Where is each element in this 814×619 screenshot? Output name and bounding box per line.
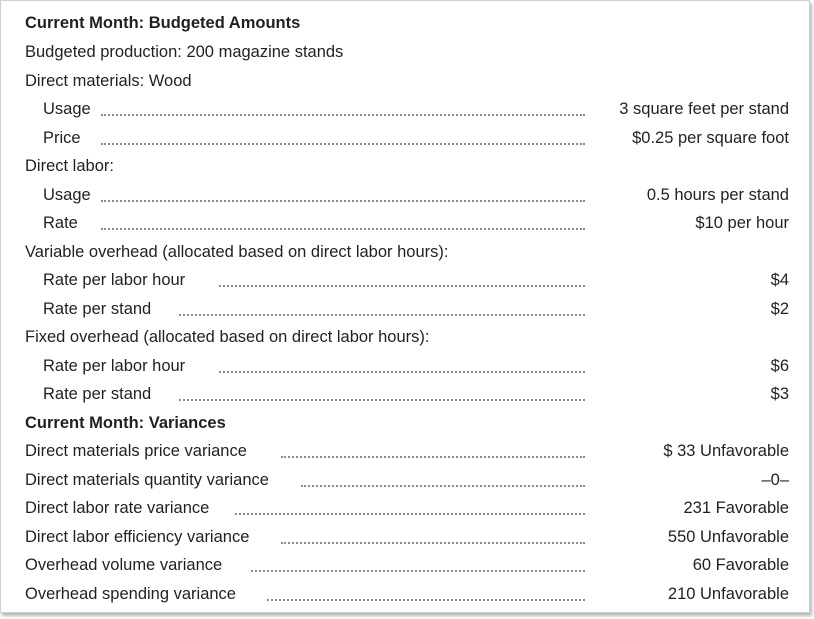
variance-row bbox=[1, 437, 809, 466]
production-text: Budgeted production: 200 magazine stands bbox=[25, 43, 344, 62]
variance-label: Direct materials price variance bbox=[25, 442, 247, 461]
variance-leader bbox=[281, 456, 585, 458]
vo-rate-hour-leader bbox=[219, 285, 585, 287]
dl-usage-label: Usage bbox=[43, 185, 91, 204]
variance-value: 231 Favorable bbox=[683, 499, 789, 518]
fixed-overhead-row bbox=[1, 323, 809, 352]
dm-price-label: Price bbox=[43, 128, 81, 147]
vo-rate-stand-label: Rate per stand bbox=[43, 299, 152, 318]
direct-materials-label: Direct materials: Wood bbox=[25, 71, 192, 90]
variance-leader bbox=[235, 513, 585, 515]
variance-value: $ 33 Unfavorable bbox=[663, 442, 789, 461]
dl-usage-value: 0.5 hours per stand bbox=[646, 185, 789, 204]
variance-leader bbox=[267, 599, 585, 601]
variance-value: 550 Unfavorable bbox=[667, 527, 789, 546]
variance-value: 210 Unfavorable bbox=[667, 584, 789, 603]
dm-usage-row bbox=[1, 95, 809, 124]
variance-label: Direct labor rate variance bbox=[25, 499, 210, 518]
dm-usage-leader bbox=[101, 114, 585, 116]
dl-rate-leader bbox=[101, 228, 585, 230]
variable-overhead-row bbox=[1, 238, 809, 267]
budget-heading-row bbox=[1, 9, 809, 38]
dm-price-value: $0.25 per square foot bbox=[632, 128, 789, 147]
vo-rate-stand-row bbox=[1, 295, 809, 324]
variance-row bbox=[1, 523, 809, 552]
fo-rate-hour-row bbox=[1, 352, 809, 381]
fo-rate-hour-label: Rate per labor hour bbox=[43, 356, 186, 375]
variances-heading: Current Month: Variances bbox=[25, 413, 226, 432]
fo-rate-stand-label: Rate per stand bbox=[43, 385, 152, 404]
dl-rate-value: $10 per hour bbox=[695, 214, 789, 233]
variance-label: Direct materials quantity variance bbox=[25, 470, 269, 489]
variance-row bbox=[1, 494, 809, 523]
dm-price-row bbox=[1, 124, 809, 153]
fo-rate-hour-leader bbox=[219, 371, 585, 373]
variance-label: Direct labor efficiency variance bbox=[25, 527, 250, 546]
variance-leader bbox=[251, 570, 585, 572]
variable-overhead-label: Variable overhead (allocated based on direct labor hours): bbox=[25, 242, 449, 261]
dm-price-leader bbox=[101, 143, 585, 145]
variance-value: –0– bbox=[761, 470, 789, 489]
vo-rate-hour-value: $4 bbox=[770, 271, 789, 290]
variance-value: 60 Favorable bbox=[692, 556, 789, 575]
fo-rate-stand-row bbox=[1, 380, 809, 409]
fo-rate-stand-value: $3 bbox=[770, 385, 789, 404]
fo-rate-hour-value: $6 bbox=[770, 356, 789, 375]
dl-rate-label: Rate bbox=[43, 214, 78, 233]
fixed-overhead-label: Fixed overhead (allocated based on direct labor hours): bbox=[25, 328, 430, 347]
direct-materials-row bbox=[1, 67, 809, 96]
variances-heading-row bbox=[1, 409, 809, 438]
variance-label: Overhead volume variance bbox=[25, 556, 223, 575]
fo-rate-stand-leader bbox=[179, 399, 585, 401]
variance-row bbox=[1, 580, 809, 609]
vo-rate-stand-value: $2 bbox=[770, 299, 789, 318]
dl-usage-row bbox=[1, 181, 809, 210]
variance-leader bbox=[301, 485, 585, 487]
variance-row bbox=[1, 551, 809, 580]
direct-labor-label: Direct labor: bbox=[25, 157, 114, 176]
vo-rate-stand-leader bbox=[179, 314, 585, 316]
variance-label: Overhead spending variance bbox=[25, 584, 236, 603]
direct-labor-row bbox=[1, 152, 809, 181]
dl-rate-row bbox=[1, 209, 809, 238]
vo-rate-hour-row bbox=[1, 266, 809, 295]
variance-leader bbox=[281, 542, 585, 544]
dl-usage-leader bbox=[101, 200, 585, 202]
dm-usage-value: 3 square feet per stand bbox=[619, 100, 789, 119]
dm-usage-label: Usage bbox=[43, 100, 91, 119]
production-row bbox=[1, 38, 809, 67]
vo-rate-hour-label: Rate per labor hour bbox=[43, 271, 186, 290]
variance-row bbox=[1, 466, 809, 495]
budget-heading: Current Month: Budgeted Amounts bbox=[25, 14, 301, 33]
